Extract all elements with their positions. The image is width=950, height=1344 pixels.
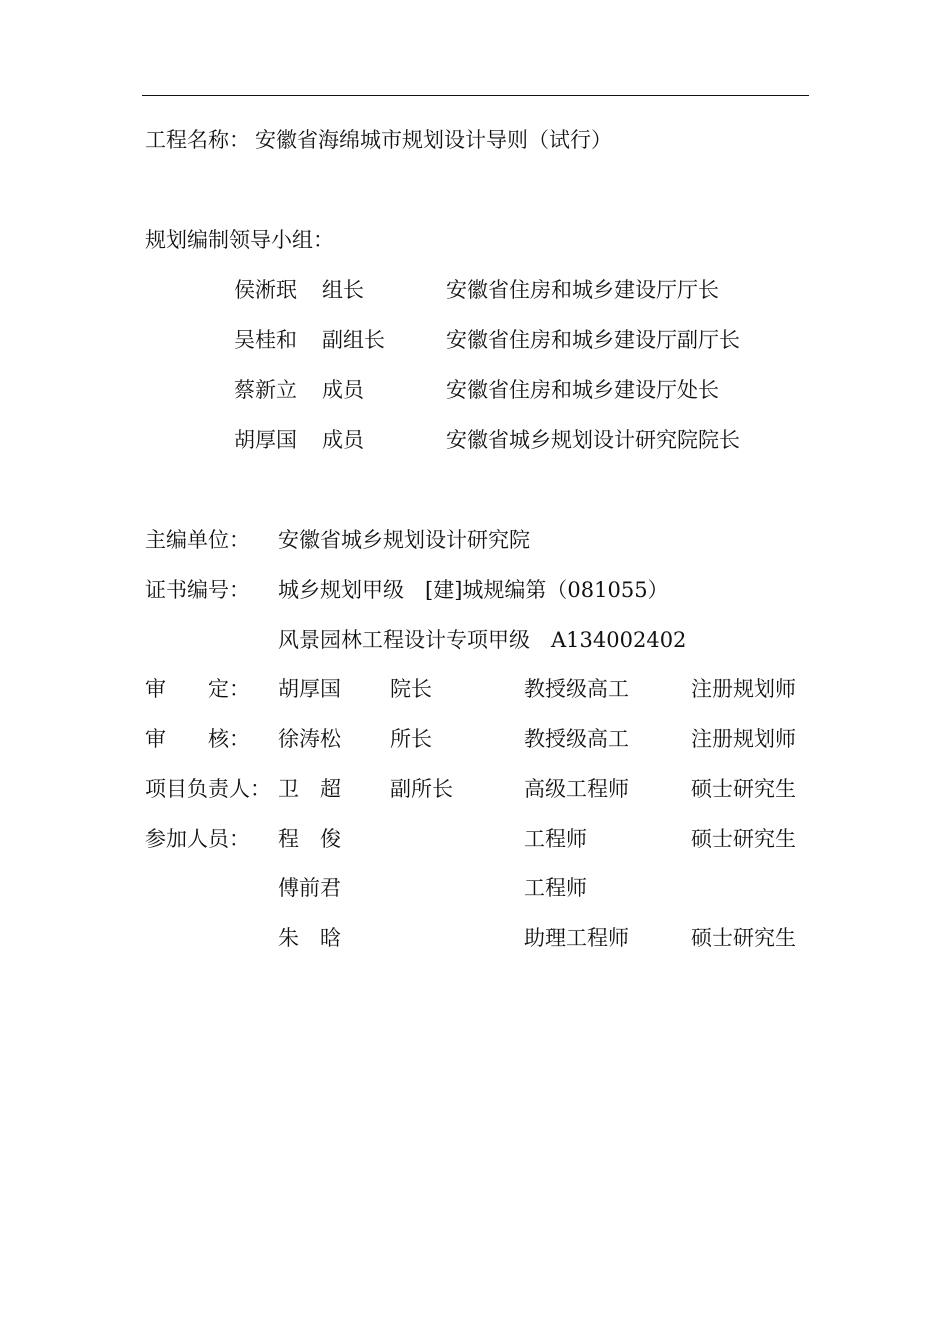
- editor-value: 安徽省城乡规划设计研究院: [278, 528, 530, 552]
- staff-title: 工程师: [524, 827, 587, 851]
- certificate-line-2: 风景园林工程设计专项甲级 A134002402: [278, 628, 687, 652]
- leading-group-heading: 规划编制领导小组：: [145, 228, 334, 252]
- member-role: 副组长: [322, 328, 385, 352]
- staff-title: 助理工程师: [524, 926, 629, 950]
- member-org: 安徽省住房和城乡建设厅副厅长: [446, 328, 740, 352]
- staff-title: 教授级高工: [524, 727, 629, 751]
- member-org: 安徽省住房和城乡建设厅厅长: [446, 278, 719, 302]
- certificate-line-1: 城乡规划甲级 [建]城规编第（081055）: [278, 578, 669, 602]
- staff-name: 卫 超: [278, 777, 341, 801]
- editor-label: 主编单位：: [145, 528, 250, 552]
- top-rule: [142, 95, 809, 96]
- staff-label: 审 核：: [145, 727, 250, 751]
- staff-qual: 注册规划师: [691, 727, 796, 751]
- staff-name: 徐涛松: [278, 727, 341, 751]
- member-role: 成员: [322, 378, 364, 402]
- member-org: 安徽省城乡规划设计研究院院长: [446, 428, 740, 452]
- member-name: 侯淅珉: [234, 278, 297, 302]
- staff-position: 院长: [390, 677, 432, 701]
- staff-qual: 硕士研究生: [691, 777, 796, 801]
- staff-title: 教授级高工: [524, 677, 629, 701]
- member-org: 安徽省住房和城乡建设厅处长: [446, 378, 719, 402]
- staff-name: 程 俊: [278, 827, 341, 851]
- staff-name: 傅前君: [278, 876, 341, 900]
- staff-title: 工程师: [524, 876, 587, 900]
- staff-position: 副所长: [390, 777, 453, 801]
- member-name: 胡厚国: [234, 428, 297, 452]
- member-name: 吴桂和: [234, 328, 297, 352]
- staff-qual: 硕士研究生: [691, 827, 796, 851]
- certificate-label: 证书编号：: [145, 578, 250, 602]
- member-role: 成员: [322, 428, 364, 452]
- staff-label: 审 定：: [145, 677, 250, 701]
- member-name: 蔡新立: [234, 378, 297, 402]
- staff-qual: 硕士研究生: [691, 926, 796, 950]
- staff-qual: 注册规划师: [691, 677, 796, 701]
- member-role: 组长: [322, 278, 364, 302]
- staff-label: 项目负责人：: [145, 777, 271, 801]
- project-label: 工程名称：: [145, 128, 250, 152]
- staff-title: 高级工程师: [524, 777, 629, 801]
- staff-name: 胡厚国: [278, 677, 341, 701]
- staff-position: 所长: [390, 727, 432, 751]
- staff-label: 参加人员：: [145, 827, 250, 851]
- staff-name: 朱 晗: [278, 926, 341, 950]
- project-name: 安徽省海绵城市规划设计导则（试行）: [255, 128, 612, 152]
